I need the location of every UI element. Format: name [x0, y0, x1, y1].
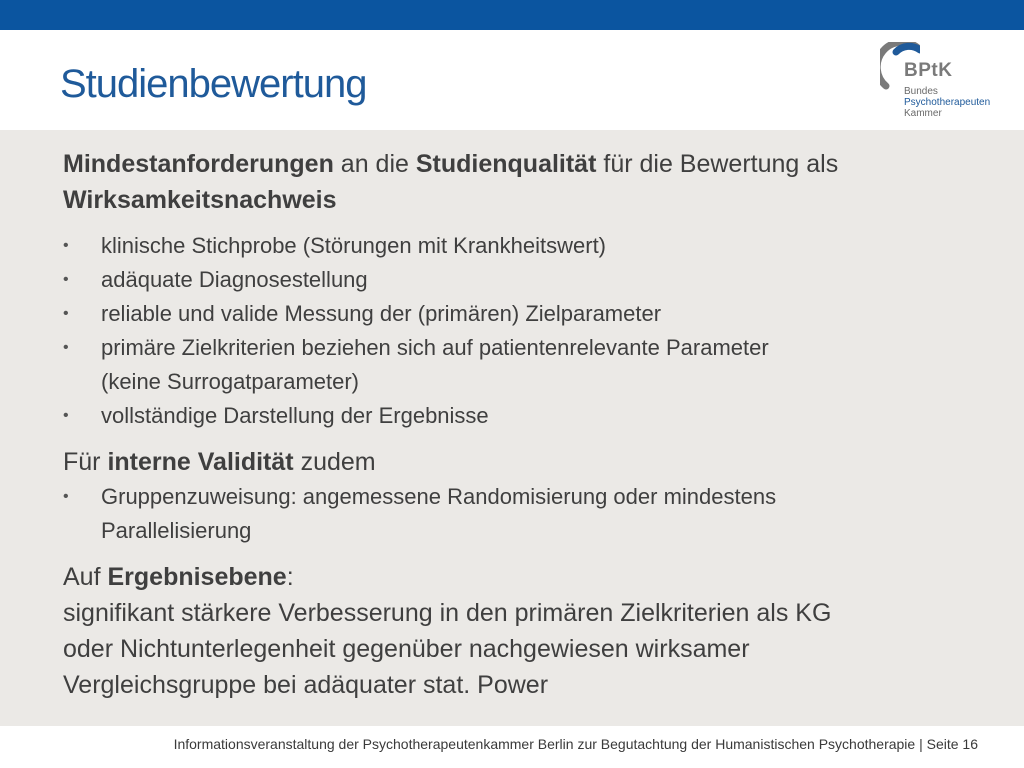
logo-line-psychotherapeuten: Psychotherapeuten — [904, 97, 991, 108]
section1-bullet-list — [63, 229, 769, 433]
heading-text: an die — [333, 150, 416, 178]
bullet-icon: • — [63, 237, 69, 254]
section2-heading — [63, 444, 376, 480]
bullet-text: primäre Zielkriterien beziehen sich auf patientenrelevante Parameter — [101, 335, 769, 360]
bullet-text: adäquate Diagnosestellung — [101, 267, 368, 292]
list-item — [63, 480, 776, 548]
bullet-icon: • — [63, 339, 69, 356]
heading-text: Auf — [63, 563, 108, 591]
bullet-icon: • — [63, 407, 69, 424]
heading-bold-mindestanforderungen: Mindestanforderungen — [63, 150, 334, 178]
heading-bold-interne-validitaet: interne Validität — [107, 448, 294, 476]
bullet-text: Gruppenzuweisung: angemessene Randomisierung oder mindestens — [101, 484, 777, 509]
body-line: Vergleichsgruppe bei adäquater stat. Power — [63, 671, 549, 699]
bullet-text: klinische Stichprobe (Störungen mit Krankheitswert) — [101, 233, 607, 258]
bullet-icon: • — [63, 488, 69, 505]
bptk-logo — [880, 42, 1010, 122]
body-line: oder Nichtunterlegenheit gegenüber nachgewiesen wirksamer — [63, 635, 750, 663]
logo-wordmark: BPtK — [904, 60, 953, 81]
bullet-icon: • — [63, 305, 69, 322]
list-item — [63, 297, 769, 331]
bullet-text-continued: (keine Surrogatparameter) — [101, 369, 360, 394]
bullet-text: vollständige Darstellung der Ergebnisse — [101, 403, 489, 428]
slide-title: Studienbewertung — [60, 62, 367, 106]
bullet-icon: • — [63, 271, 69, 288]
logo-line-bundes: Bundes — [904, 86, 938, 97]
heading-bold-ergebnisebene: Ergebnisebene — [107, 563, 287, 591]
bullet-text-continued: Parallelisierung — [101, 518, 252, 543]
heading-text: zudem — [293, 448, 376, 476]
section1-heading — [63, 146, 838, 218]
heading-text: Für — [63, 448, 108, 476]
heading-text: für die Bewertung als — [596, 150, 839, 178]
heading-bold-studienqualitaet: Studienqualität — [415, 150, 597, 178]
list-item — [63, 263, 769, 297]
section3-text — [63, 559, 831, 703]
heading-bold-wirksamkeitsnachweis: Wirksamkeitsnachweis — [63, 186, 337, 214]
section2-bullet-list — [63, 480, 776, 548]
logo-line-kammer: Kammer — [904, 108, 942, 119]
heading-text: : — [286, 563, 294, 591]
body-line: signifikant stärkere Verbesserung in den primären Zielkriterien als KG — [63, 599, 832, 627]
footer-text: Informationsveranstaltung der Psychotherapeutenkammer Berlin zur Begutachtung der Humanistischen Psychotherapie | Seite 16 — [173, 736, 978, 752]
list-item — [63, 399, 769, 433]
top-bar — [0, 0, 1024, 30]
list-item — [63, 331, 769, 399]
bullet-text: reliable und valide Messung der (primären) Zielparameter — [101, 301, 662, 326]
list-item — [63, 229, 769, 263]
